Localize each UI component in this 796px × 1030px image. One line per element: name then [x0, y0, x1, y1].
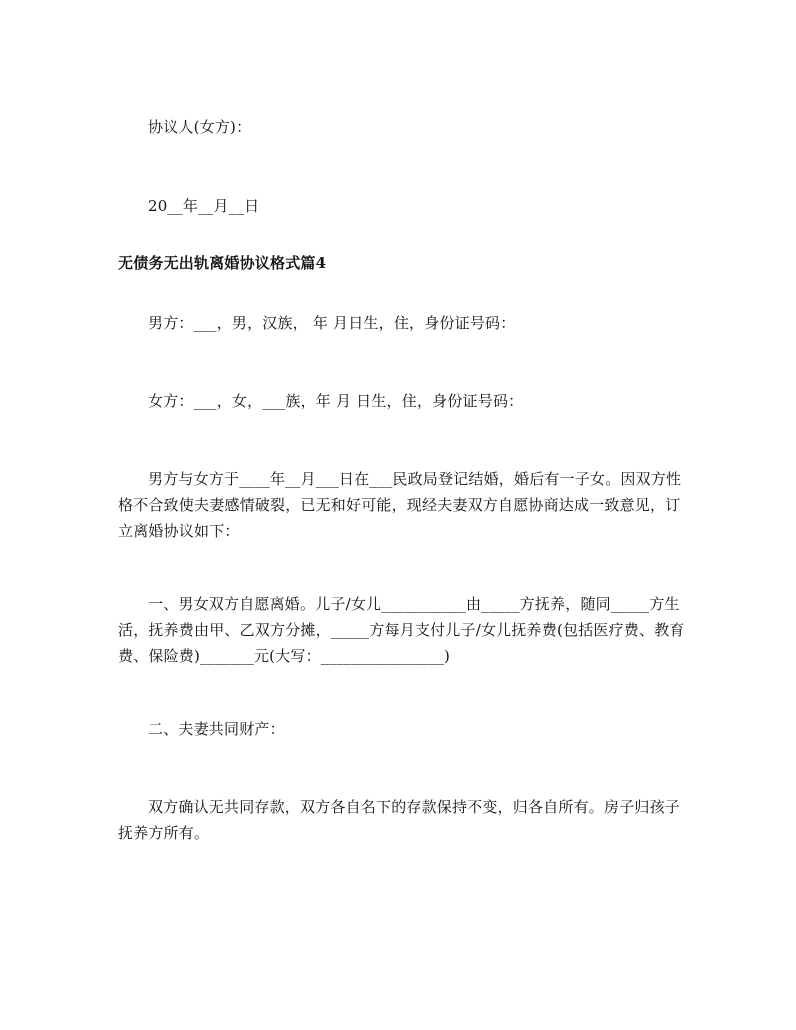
- female-party-line: 女方：___，女，___族，年 月 日生，住，身份证号码：: [148, 392, 524, 410]
- clause-two-heading: 二、夫妻共同财产：: [148, 720, 285, 738]
- clause-one-paragraph: 一、男女双方自愿离婚。儿子/女儿___________由_____方抚养，随同_____方生活，抚养费由甲、乙双方分摊，_____方每月支付儿子/女儿抚养费(包括医疗费、教育费、保险费)_______元(大写：________________): [118, 595, 685, 665]
- male-party-line: 男方：___，男，汉族， 年 月日生，住，身份证号码：: [148, 314, 516, 332]
- date-line: 20__年__月__日: [148, 197, 260, 215]
- assets-paragraph: 双方确认无共同存款，双方各自名下的存款保持不变，归各自所有。房子归孩子抚养方所有。: [118, 798, 681, 842]
- intro-paragraph: 男方与女方于____年__月___日在___民政局登记结婚，婚后有一子女。因双方性格不合致使夫妻感情破裂，已无和好可能，现经夫妻双方自愿协商达成一致意见，订立离婚协议如下：: [118, 470, 682, 540]
- section-title: 无债务无出轨离婚协议格式篇4: [118, 254, 327, 272]
- female-signer-line: 协议人(女方)：: [148, 118, 252, 136]
